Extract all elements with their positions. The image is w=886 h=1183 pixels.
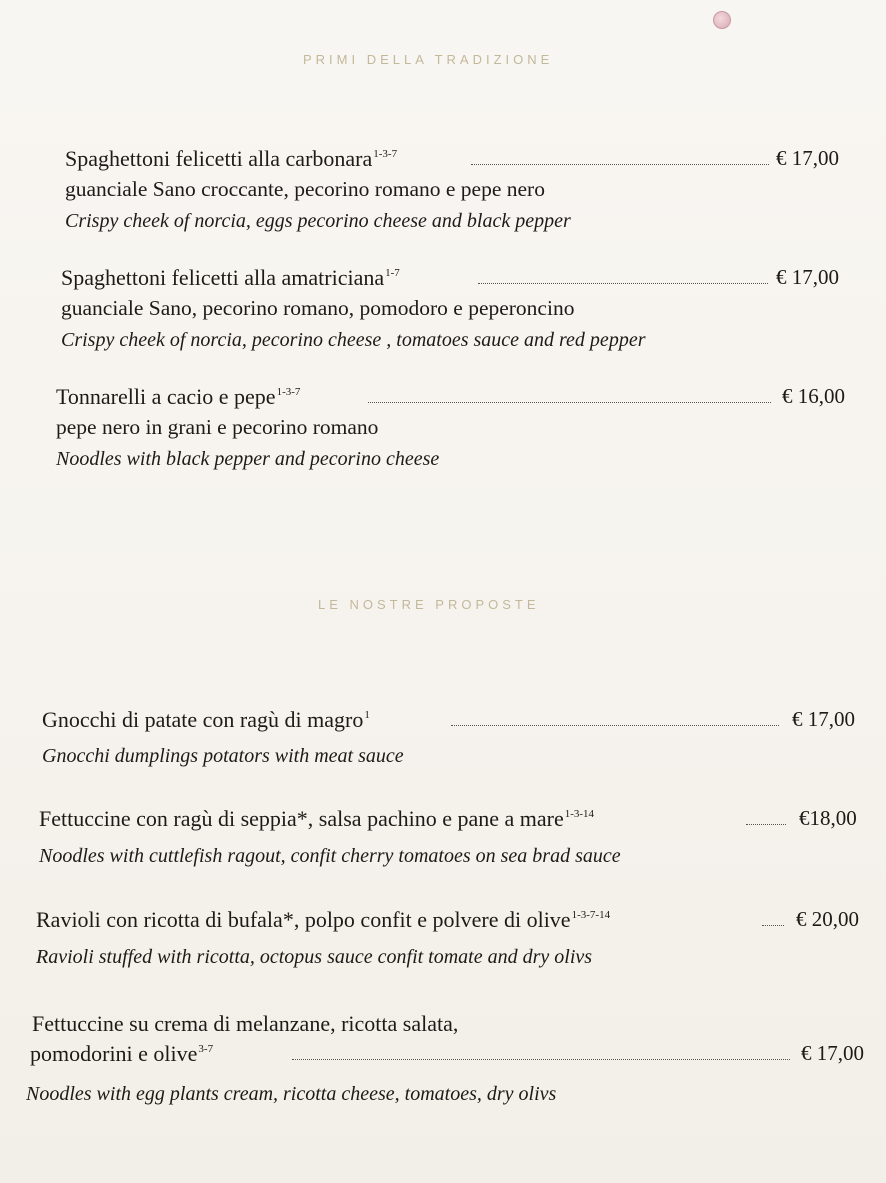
dotted-leader bbox=[746, 824, 786, 825]
item-english: Noodles with cuttlefish ragout, confit cherry tomatoes on sea brad sauce bbox=[39, 845, 621, 867]
item-description: guanciale Sano, pecorino romano, pomodoro e peperoncino bbox=[61, 296, 575, 320]
item-price: € 17,00 bbox=[801, 1041, 864, 1065]
item-price: €18,00 bbox=[799, 806, 857, 830]
dotted-leader bbox=[451, 725, 779, 726]
allergen-codes: 1 bbox=[364, 709, 370, 721]
allergen-codes: 1-3-7-14 bbox=[571, 909, 611, 921]
pink-dot-mark bbox=[713, 11, 731, 29]
item-name: pomodorini e olive$^{3-7}$ bbox=[30, 1041, 214, 1066]
item-price: € 16,00 bbox=[782, 384, 845, 408]
menu-item-fettuccine-melanzane bbox=[26, 1011, 864, 1106]
item-price: € 17,00 bbox=[776, 265, 839, 289]
item-english: Ravioli stuffed with ricotta, octopus sauce confit tomate and dry olivs bbox=[36, 946, 593, 968]
dotted-leader bbox=[478, 283, 768, 284]
item-name: Spaghettoni felicetti alla carbonara$^{1-3-7}$ bbox=[65, 146, 398, 171]
item-name: Ravioli con ricotta di bufala*, polpo confit e polvere di olive$^{1-3-7-14}$ bbox=[36, 907, 611, 932]
allergen-codes: 3-7 bbox=[198, 1043, 214, 1055]
item-name: Tonnarelli a cacio e pepe$^{1-3-7}$ bbox=[56, 384, 301, 409]
menu-item-amatriciana bbox=[61, 265, 839, 352]
item-description: guanciale Sano croccante, pecorino romano e pepe nero bbox=[65, 177, 545, 201]
allergen-codes: 1-3-7 bbox=[276, 386, 301, 398]
item-english: Gnocchi dumplings potators with meat sauce bbox=[42, 745, 404, 767]
allergen-codes: 1-7 bbox=[385, 267, 400, 279]
dotted-leader bbox=[368, 402, 771, 403]
item-english: Crispy cheek of norcia, pecorino cheese , tomatoes sauce and red pepper bbox=[61, 329, 646, 351]
dotted-leader bbox=[762, 925, 784, 926]
section-title-proposte: LE NOSTRE PROPOSTE bbox=[318, 597, 540, 612]
allergen-codes: 1-3-7 bbox=[373, 148, 398, 160]
item-english: Crispy cheek of norcia, eggs pecorino cheese and black pepper bbox=[65, 210, 571, 232]
item-english: Noodles with egg plants cream, ricotta cheese, tomatoes, dry olivs bbox=[26, 1083, 557, 1105]
item-name: Gnocchi di patate con ragù di magro$^1$ bbox=[42, 707, 370, 732]
dotted-leader bbox=[471, 164, 769, 165]
item-english: Noodles with black pepper and pecorino cheese bbox=[56, 448, 440, 470]
item-name: Fettuccine con ragù di seppia*, salsa pachino e pane a mare$^{1-3-14}$ bbox=[39, 806, 595, 831]
menu-item-ravioli bbox=[36, 907, 859, 969]
menu-item-gnocchi bbox=[42, 707, 855, 768]
item-price: € 17,00 bbox=[792, 707, 855, 731]
item-description: pepe nero in grani e pecorino romano bbox=[56, 415, 379, 439]
dotted-leader bbox=[292, 1059, 790, 1060]
allergen-codes: 1-3-14 bbox=[564, 808, 595, 820]
item-name-line1: Fettuccine su crema di melanzane, ricotta salata, bbox=[32, 1011, 459, 1036]
item-price: € 17,00 bbox=[776, 146, 839, 170]
menu-item-carbonara bbox=[65, 146, 839, 233]
menu-item-cacio-e-pepe bbox=[56, 384, 845, 471]
section-title-primi: PRIMI DELLA TRADIZIONE bbox=[303, 52, 554, 67]
menu-item-fettuccine-seppia bbox=[39, 806, 857, 868]
item-name: Spaghettoni felicetti alla amatriciana$^{1-7}$ bbox=[61, 265, 400, 290]
item-price: € 20,00 bbox=[796, 907, 859, 931]
